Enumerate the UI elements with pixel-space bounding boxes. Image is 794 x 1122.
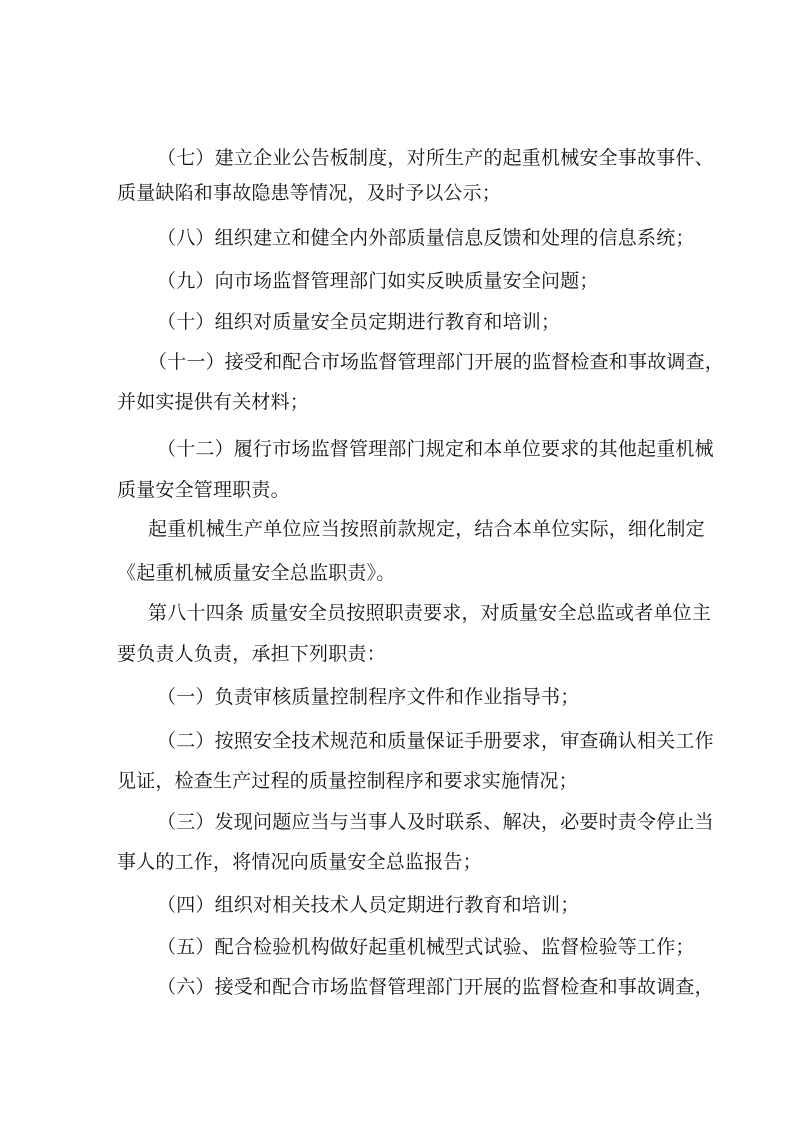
duty-4-line: （四）组织对相关技术人员定期进行教育和培训； bbox=[157, 894, 580, 916]
clause-12-line-1: （十二）履行市场监督管理部门规定和本单位要求的其他起重机械 bbox=[157, 438, 714, 460]
duty-3-line-2: 事人的工作，将情况向质量安全总监报告； bbox=[117, 851, 482, 873]
paragraph-refine-line-1: 起重机械生产单位应当按照前款规定，结合本单位实际，细化制定 bbox=[148, 518, 705, 540]
clause-11-line-2: 并如实提供有关材料； bbox=[117, 391, 310, 413]
article-84-line-1: 第八十四条 质量安全员按照职责要求，对质量安全总监或者单位主 bbox=[148, 602, 712, 624]
duty-1-line: （一）负责审核质量控制程序文件和作业指导书； bbox=[157, 686, 580, 708]
duty-3-line-1: （三）发现问题应当与当事人及时联系、解决，必要时责令停止当 bbox=[157, 811, 714, 833]
clause-9-line: （九）向市场监督管理部门如实反映质量安全问题； bbox=[157, 270, 599, 292]
duty-6-line: （六）接受和配合市场监督管理部门开展的监督检查和事故调查， bbox=[157, 976, 714, 998]
duty-5-line: （五）配合检验机构做好起重机械型式试验、监督检验等工作； bbox=[157, 936, 695, 958]
clause-11-line-1: （十一）接受和配合市场监督管理部门开展的监督检查和事故调查， bbox=[148, 351, 725, 373]
clause-7-line-2: 质量缺陷和事故隐患等情况，及时予以公示； bbox=[117, 182, 502, 204]
duty-2-line-1: （二）按照安全技术规范和质量保证手册要求，审查确认相关工作 bbox=[157, 730, 714, 752]
article-84-line-2: 要负责人负责，承担下列职责： bbox=[117, 643, 386, 665]
clause-10-line: （十）组织对质量安全员定期进行教育和培训； bbox=[157, 311, 561, 333]
clause-7-line-1: （七）建立企业公告板制度，对所生产的起重机械安全事故事件、 bbox=[157, 147, 714, 169]
clause-12-line-2: 质量安全管理职责。 bbox=[117, 479, 290, 501]
paragraph-refine-line-2: 《起重机械质量安全总监职责》。 bbox=[117, 562, 396, 584]
duty-2-line-2: 见证，检查生产过程的质量控制程序和要求实施情况； bbox=[117, 770, 578, 792]
clause-8-line: （八）组织建立和健全内外部质量信息反馈和处理的信息系统； bbox=[157, 227, 695, 249]
